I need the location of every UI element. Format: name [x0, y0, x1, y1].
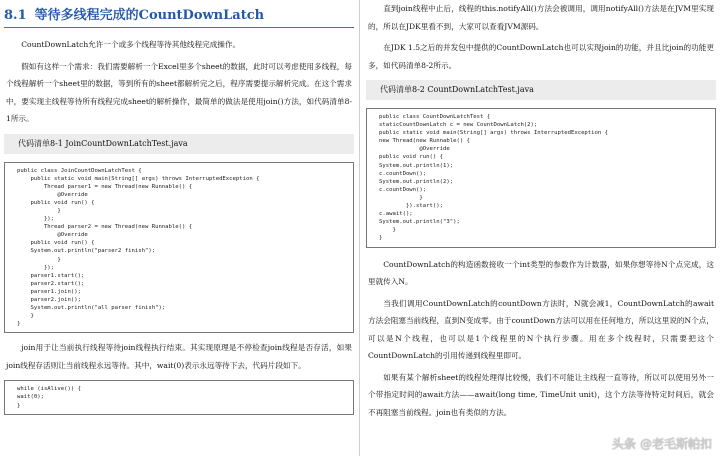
- await-timeout-paragraph: 如果有某个解析sheet的线程处理得比较慢，我们不可能让主线程一直等待，所以可以使用另外一个带指定时间的await方法——await(long time, TimeUnit unit)，这个方法等待特定时间后，就会不再阻塞当前线程。join也有类似的方法。: [368, 372, 714, 417]
- column-divider: [359, 0, 360, 456]
- left-page-column: [0, 0, 358, 456]
- watermark: 头条 @老毛斯帕扣: [611, 437, 712, 451]
- jdk15-paragraph: 在JDK 1.5之后的并发包中提供的CountDownLatch也可以实现join的功能，并且比join的功能更多，如代码清单8-2所示。: [368, 43, 714, 70]
- section-heading: [4, 2, 354, 28]
- intro-paragraph: CountDownLatch允许一个或多个线程等待其他线程完成操作。: [21, 40, 241, 49]
- requirement-paragraph: 假如有这样一个需求：我们需要解析一个Excel里多个sheet的数据，此时可以考虑使用多线程，每个线程解析一个sheet里的数据，等到所有的sheet都解析完之后，程序需要提示解析完成。在这个需求中，要实现主线程等待所有线程完成sheet的解析操作，最简单的做法是使用join()方法，如代码清单8-1所示。: [6, 61, 352, 123]
- section-title: 等待多线程完成的CountDownLatch: [34, 8, 265, 23]
- join-explanation-paragraph: join用于让当前执行线程等待join线程执行结束。其实现原理是不停检查join线程是否存活，如果join线程存活则让当前线程永远等待。其中，wait(0)表示永远等待下去，代码片段如下。: [6, 343, 352, 370]
- listing-caption-8-2: 代码清单8-2 CountDownLatchTest.java: [366, 80, 716, 100]
- right-page-column: [362, 0, 720, 456]
- code-snippet-wait: while (isAlive()) { wait(0); }: [4, 380, 354, 414]
- listing-caption-8-1: 代码清单8-1 JoinCountDownLatchTest.java: [4, 134, 354, 154]
- countdown-paragraph: 当我们调用CountDownLatch的countDown方法时，N就会减1，CountDownLatch的await方法会阻塞当前线程，直到N变成零。由于countDown方法可以用在任何地方，所以这里说的N个点，可以是N个线程，也可以是1个线程里的N个执行步骤。用在多个线程时，只需要把这个CountDownLatch的引用传递到线程里即可。: [368, 298, 714, 360]
- section-number: 8.1: [4, 8, 27, 23]
- code-listing-8-1: public class JoinCountDownLatchTest { public static void main(String[] args) throws InterruptedException { Thread parser1 = new Thread(new Runnable() { @Override public void run() { } }); Thread parser2 = new Thread(new Runnable() { @Override public void run() { System.out.println("parser2 finish"); } }); parser1.start(); parser2.start(); parser1.join(); parser2.join(); System.out.println("all parser finish"); } }: [4, 162, 354, 334]
- constructor-paragraph: CountDownLatch的构造函数接收一个int类型的参数作为计数器，如果你想等待N个点完成，这里就传入N。: [368, 259, 714, 286]
- code-listing-8-2: public class CountDownLatchTest { staticCountDownLatch c = new CountDownLatch(2); public static void main(String[] args) throws InterruptedException { new Thread(new Runnable() { @Override public void run() { System.out.println(1); c.countDown(); System.out.println(2); c.countDown(); } }).start(); c.await(); System.out.println("3"); } }: [366, 108, 716, 248]
- notifyall-paragraph: 直到join线程中止后，线程的this.notifyAll()方法会被调用，调用notifyAll()方法是在JVM里实现的，所以在JDK里看不到，大家可以查看JVM源码。: [368, 4, 714, 31]
